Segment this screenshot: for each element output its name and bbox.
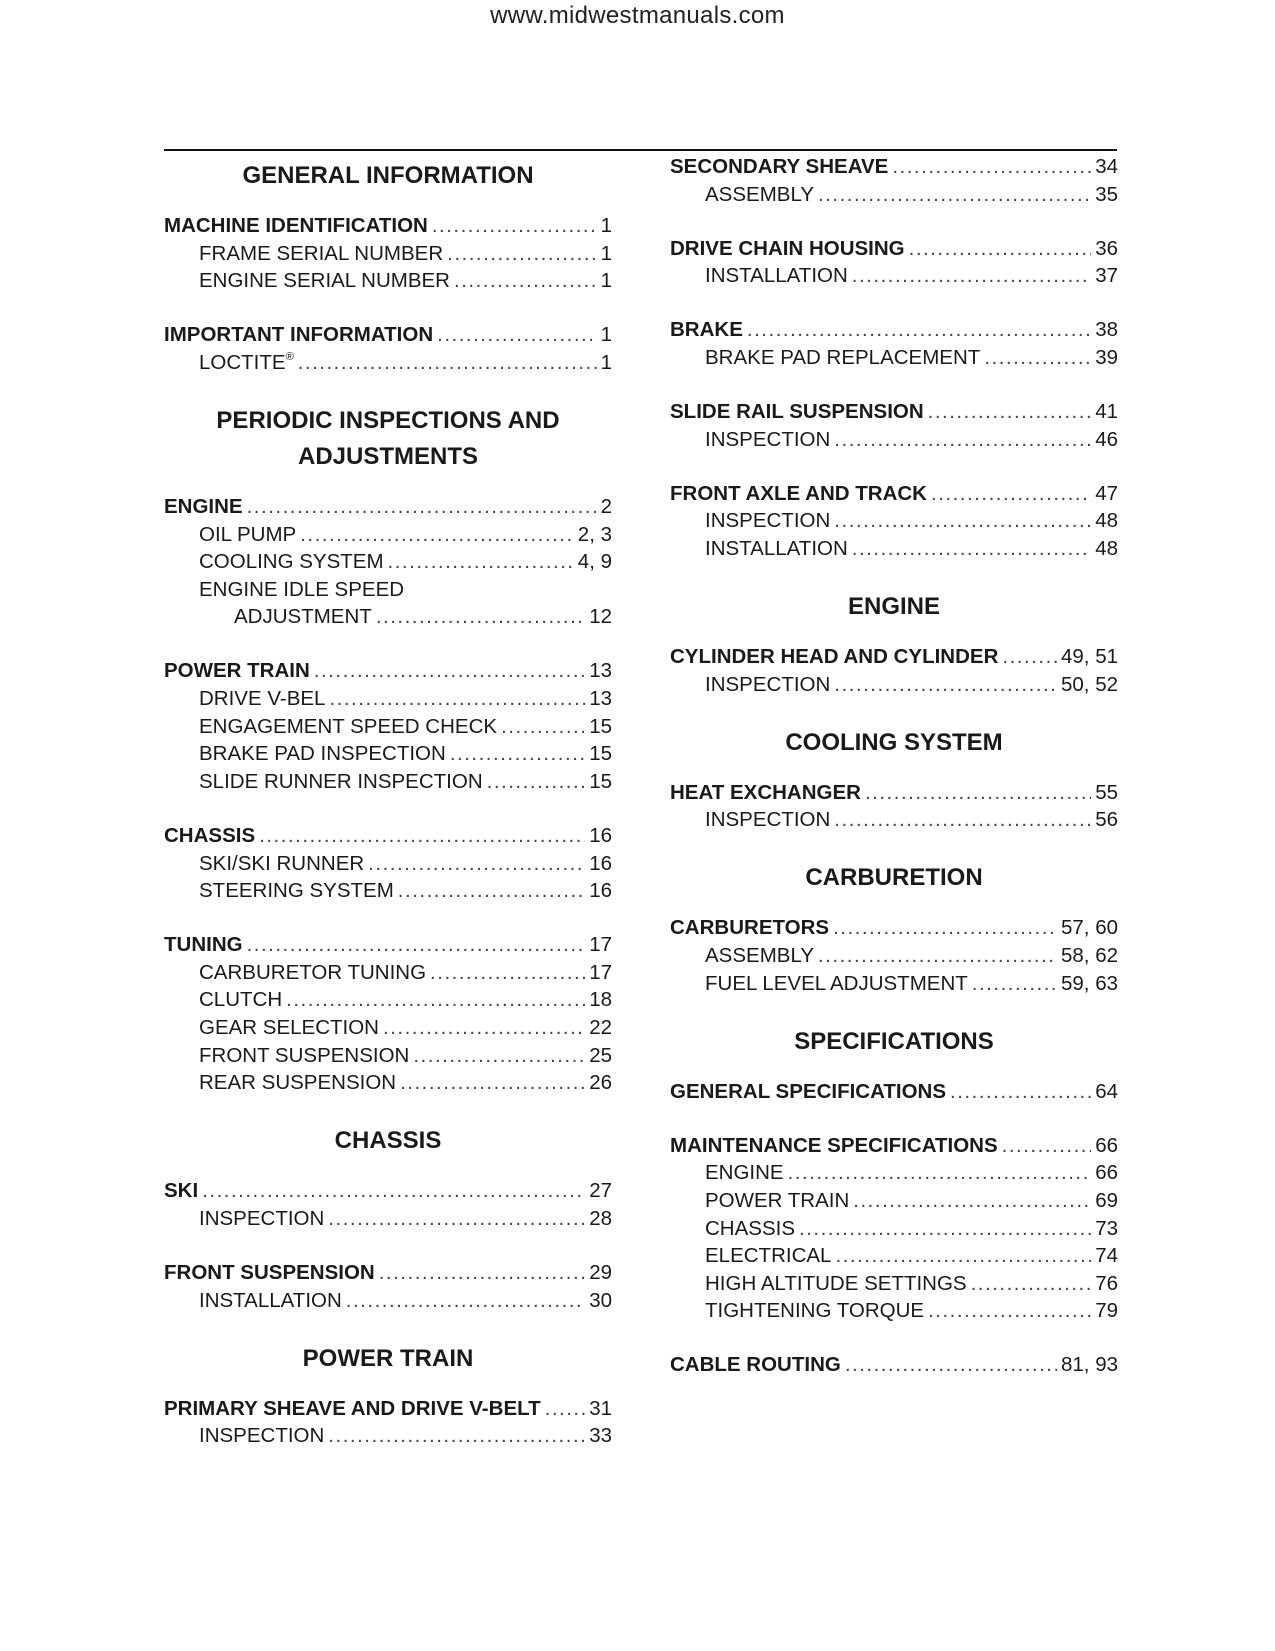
toc-entry[interactable] [670, 1159, 1118, 1187]
section-heading [164, 1123, 612, 1159]
toc-entry-page: 66 [1095, 1161, 1118, 1185]
toc-entry-page: 41 [1095, 400, 1118, 424]
section-heading-line: POWER TRAIN [302, 1344, 474, 1372]
section-heading-line: ENGINE [847, 593, 940, 621]
toc-entry-page: 26 [589, 1071, 612, 1095]
toc-entry-page: 31 [589, 1396, 612, 1420]
dot-leader [383, 1014, 585, 1042]
dot-leader [298, 349, 597, 377]
toc-entry-page: 76 [1095, 1271, 1118, 1295]
dot-leader [833, 914, 1057, 942]
toc-entry-label: INSTALLATION [705, 536, 848, 560]
dot-leader [818, 181, 1091, 209]
dot-leader [747, 316, 1091, 344]
toc-entry-page: 33 [589, 1424, 612, 1448]
toc-entry[interactable] [670, 1297, 1118, 1325]
section-heading [164, 403, 612, 475]
dot-leader [247, 493, 597, 521]
section-heading-line: CARBURETION [805, 864, 983, 892]
dot-leader [818, 942, 1057, 970]
toc-entry-page: 2 [600, 494, 612, 518]
toc-entry-label: FRONT SUSPENSION [164, 1260, 375, 1284]
toc-entry-label: LOCTITE® [199, 350, 294, 374]
dot-leader [450, 740, 585, 768]
toc-entry-label: TIGHTENING TORQUE [705, 1299, 925, 1323]
dot-leader [950, 1078, 1091, 1106]
toc-entry-label: ASSEMBLY [705, 182, 814, 206]
toc-entry-page: 30 [589, 1288, 612, 1312]
dot-leader [892, 153, 1091, 181]
toc-entry[interactable] [164, 349, 612, 377]
toc-entry[interactable] [164, 603, 612, 631]
dot-leader [328, 1422, 585, 1450]
toc-entry-page: 36 [1095, 236, 1118, 260]
toc-entry-label: DRIVE V-BEL [199, 687, 326, 711]
toc-entry[interactable] [164, 1069, 612, 1097]
toc-entry[interactable] [164, 1205, 612, 1233]
toc-entry-page: 16 [589, 879, 612, 903]
toc-entry-label: BRAKE PAD REPLACEMENT [705, 345, 981, 369]
toc-entry[interactable] [670, 181, 1118, 209]
toc-entry-page: 12 [589, 605, 612, 629]
dot-leader [300, 521, 574, 549]
dot-leader [865, 779, 1091, 807]
toc-entry[interactable] [164, 1422, 612, 1450]
dot-leader [834, 671, 1057, 699]
toc-entry-label: ENGINE [164, 494, 243, 518]
toc-entry-label: POWER TRAIN [705, 1188, 850, 1212]
dot-leader [388, 548, 574, 576]
toc-entry[interactable] [670, 426, 1118, 454]
toc-entry-page: 58, 62 [1061, 944, 1118, 967]
dot-leader [454, 267, 597, 295]
toc-entry[interactable] [670, 1078, 1118, 1106]
toc-entry[interactable] [164, 576, 612, 604]
toc-entry-page: 2, 3 [577, 522, 612, 546]
toc-entry-label: TUNING [164, 933, 243, 957]
toc-entry-label: ENGINE SERIAL NUMBER [199, 269, 450, 293]
toc-group [164, 931, 612, 1097]
dot-leader [852, 535, 1091, 563]
toc-group [164, 657, 612, 795]
toc-entry-label: SLIDE RAIL SUSPENSION [670, 400, 924, 424]
dot-leader [259, 822, 585, 850]
toc-entry-label: CARBURETOR TUNING [199, 960, 427, 984]
toc-entry-label: CARBURETORS [670, 916, 830, 940]
toc-entry-page: 37 [1095, 264, 1118, 288]
toc-entry-page: 48 [1095, 509, 1118, 533]
toc-group [164, 212, 612, 295]
section-heading [164, 158, 612, 194]
toc-entry-page: 81, 93 [1061, 1353, 1118, 1377]
toc-entry[interactable] [164, 959, 612, 987]
toc-entry-page: 4, 9 [577, 550, 612, 574]
registered-mark: ® [285, 350, 294, 363]
toc-entry-label: GEAR SELECTION [199, 1015, 379, 1039]
dot-leader [835, 1242, 1091, 1270]
toc-entry-label: INSPECTION [705, 427, 831, 451]
toc-entry[interactable] [164, 267, 612, 295]
toc-entry[interactable] [164, 768, 612, 796]
toc-entry-label: REAR SUSPENSION [199, 1071, 397, 1095]
dot-leader [432, 212, 597, 240]
toc-entry[interactable] [164, 986, 612, 1014]
toc-entry-label: CHASSIS [705, 1216, 795, 1240]
toc-entry-page: 15 [589, 714, 612, 738]
section-heading-line: SPECIFICATIONS [794, 1027, 994, 1055]
toc-entry[interactable] [164, 822, 612, 850]
toc-group [670, 779, 1118, 834]
toc-entry-page: 29 [589, 1260, 612, 1284]
toc-entry-label: MAINTENANCE SPECIFICATIONS [670, 1133, 998, 1157]
toc-entry[interactable] [670, 779, 1118, 807]
toc-entry[interactable] [164, 1042, 612, 1070]
toc-entry-label: CLUTCH [199, 988, 283, 1012]
dot-leader [447, 240, 596, 268]
toc-entry-page: 13 [589, 659, 612, 683]
toc-group [670, 316, 1118, 371]
toc-entry-label: ELECTRICAL [705, 1244, 832, 1268]
toc-entry-label: FRONT SUSPENSION [199, 1043, 410, 1067]
toc-entry-label: OIL PUMP [199, 522, 297, 546]
toc-group [670, 643, 1118, 698]
toc-entry-page: 16 [589, 851, 612, 875]
toc-entry-page: 1 [600, 241, 612, 265]
dot-leader [928, 398, 1092, 426]
toc-entry-page: 1 [600, 214, 612, 237]
dot-leader [834, 806, 1091, 834]
toc-group [164, 493, 612, 631]
toc-group [164, 321, 612, 376]
toc-entry-page: 1 [600, 323, 612, 347]
toc-entry-label: SECONDARY SHEAVE [670, 155, 889, 178]
toc-group [670, 1351, 1118, 1379]
toc-group [670, 398, 1118, 453]
dot-leader [247, 931, 586, 959]
toc-entry[interactable] [670, 942, 1118, 970]
toc-entry-page: 16 [589, 823, 612, 847]
toc-right-column [670, 153, 1118, 1406]
section-heading-line: GENERAL INFORMATION [242, 162, 534, 189]
toc-entry-page: 48 [1095, 536, 1118, 560]
dot-leader [788, 1159, 1092, 1187]
dot-leader [379, 1259, 585, 1287]
toc-group [164, 1395, 612, 1450]
toc-entry-label: BRAKE [670, 318, 743, 342]
toc-entry[interactable] [670, 914, 1118, 942]
toc-entry-label: INSPECTION [705, 808, 831, 832]
toc-group [670, 914, 1118, 997]
toc-entry-page: 27 [589, 1179, 612, 1203]
section-heading [670, 725, 1118, 761]
toc-entry[interactable] [164, 931, 612, 959]
dot-leader [286, 986, 585, 1014]
section-heading-line: PERIODIC INSPECTIONS AND [216, 406, 560, 434]
toc-entry-page: 25 [589, 1043, 612, 1067]
toc-entry-page: 35 [1095, 182, 1118, 206]
section-heading-line: ADJUSTMENTS [297, 442, 478, 470]
dot-leader [501, 713, 585, 741]
dot-leader [430, 959, 585, 987]
toc-entry[interactable] [164, 713, 612, 741]
toc-entry-page: 47 [1095, 481, 1118, 505]
toc-entry[interactable] [670, 1270, 1118, 1298]
dot-leader [984, 344, 1091, 372]
dot-leader [400, 1069, 585, 1097]
toc-entry[interactable] [670, 970, 1118, 998]
dot-leader [834, 426, 1091, 454]
dot-leader [928, 1297, 1091, 1325]
toc-entry-label: INSTALLATION [199, 1288, 342, 1312]
toc-group [164, 822, 612, 905]
toc-entry-label: DRIVE CHAIN HOUSING [670, 236, 905, 260]
toc-entry-page: 34 [1095, 155, 1118, 178]
toc-entry-label: PRIMARY SHEAVE AND DRIVE V-BELT [164, 1396, 541, 1420]
toc-entry-page: 74 [1095, 1244, 1118, 1268]
toc-entry-label: ADJUSTMENT [234, 605, 372, 629]
toc-entry[interactable] [164, 548, 612, 576]
toc-entry-page: 69 [1095, 1188, 1118, 1212]
toc-entry[interactable] [670, 235, 1118, 263]
toc-entry[interactable] [670, 344, 1118, 372]
toc-entry-page: 15 [589, 769, 612, 793]
toc-entry-page: 1 [600, 269, 612, 293]
toc-entry-label: CYLINDER HEAD AND CYLINDER [670, 645, 999, 669]
dot-leader [398, 877, 585, 905]
toc-entry-label: MACHINE IDENTIFICATION [164, 214, 428, 237]
dot-leader [972, 970, 1057, 998]
toc-entry-label: INSPECTION [705, 672, 831, 696]
toc-entry-page: 56 [1095, 808, 1118, 832]
section-heading-line: CHASSIS [334, 1127, 442, 1155]
toc-entry-page: 17 [589, 960, 612, 984]
dot-leader [545, 1395, 586, 1423]
dot-leader [376, 603, 585, 631]
toc-entry-page: 57, 60 [1061, 916, 1118, 940]
toc-entry-label: FUEL LEVEL ADJUSTMENT [705, 971, 968, 995]
toc-entry-label: POWER TRAIN [164, 659, 310, 683]
dot-leader [487, 768, 586, 796]
dot-leader [845, 1351, 1057, 1379]
toc-entry[interactable] [670, 643, 1118, 671]
toc-entry-label: GENERAL SPECIFICATIONS [670, 1079, 947, 1103]
toc-entry[interactable] [164, 1177, 612, 1205]
toc-entry-label: BRAKE PAD INSPECTION [199, 742, 446, 766]
dot-leader [931, 480, 1091, 508]
toc-entry[interactable] [670, 316, 1118, 344]
toc-entry-page: 79 [1095, 1299, 1118, 1323]
toc-group [670, 480, 1118, 563]
toc-entry-label: ENGAGEMENT SPEED CHECK [199, 714, 498, 738]
toc-entry-label: SKI [164, 1179, 199, 1203]
dot-leader [346, 1287, 585, 1315]
section-heading [670, 589, 1118, 625]
toc-entry-page: 50, 52 [1061, 672, 1118, 696]
toc-entry-label: HEAT EXCHANGER [670, 780, 861, 804]
dot-leader [368, 850, 585, 878]
toc-left-column [164, 158, 612, 1476]
dot-leader [1002, 643, 1057, 671]
toc-entry-page: 46 [1095, 427, 1118, 451]
toc-entry[interactable] [670, 398, 1118, 426]
toc-entry[interactable] [670, 535, 1118, 563]
toc-entry-page: 64 [1095, 1079, 1118, 1103]
toc-entry[interactable] [670, 507, 1118, 535]
toc-entry-page: 55 [1095, 780, 1118, 804]
toc-group [670, 1132, 1118, 1325]
section-heading-line: COOLING SYSTEM [785, 728, 1003, 756]
toc-entry-label: FRONT AXLE AND TRACK [670, 481, 927, 505]
dot-leader [328, 1205, 585, 1233]
toc-entry[interactable] [670, 1242, 1118, 1270]
dot-leader [853, 1187, 1091, 1215]
toc-group [164, 1259, 612, 1314]
toc-entry[interactable] [670, 1132, 1118, 1160]
toc-entry-page: 73 [1095, 1216, 1118, 1240]
dot-leader [799, 1215, 1091, 1243]
dot-leader [437, 321, 596, 349]
dot-leader [852, 262, 1091, 290]
toc-entry-label: FRAME SERIAL NUMBER [199, 241, 444, 265]
toc-entry-label: ASSEMBLY [705, 944, 814, 967]
toc-entry-label: CABLE ROUTING [670, 1353, 841, 1377]
toc-group [670, 153, 1118, 208]
toc-entry-label: IMPORTANT INFORMATION [164, 323, 434, 347]
dot-leader [202, 1177, 585, 1205]
toc-entry[interactable] [164, 493, 612, 521]
header-url: www.midwestmanuals.com [490, 2, 785, 29]
toc-entry[interactable] [164, 521, 612, 549]
dot-leader [1002, 1132, 1092, 1160]
toc-entry-label: CHASSIS [164, 823, 256, 847]
toc-entry[interactable] [164, 240, 612, 268]
toc-entry-page: 59, 63 [1061, 971, 1118, 995]
toc-entry[interactable] [164, 1014, 612, 1042]
dot-leader [413, 1042, 585, 1070]
toc-entry[interactable] [164, 1259, 612, 1287]
toc-entry[interactable] [670, 262, 1118, 290]
toc-entry[interactable] [164, 685, 612, 713]
toc-entry[interactable] [670, 480, 1118, 508]
dot-leader [909, 235, 1092, 263]
toc-group [670, 1078, 1118, 1106]
toc-entry-page: 22 [589, 1015, 612, 1039]
toc-entry[interactable] [164, 1287, 612, 1315]
toc-entry-page: 38 [1095, 318, 1118, 342]
toc-entry[interactable] [164, 850, 612, 878]
dot-leader [971, 1270, 1092, 1298]
toc-entry[interactable] [670, 153, 1118, 181]
toc-entry-page: 39 [1095, 345, 1118, 369]
toc-entry-page: 13 [589, 687, 612, 711]
toc-entry-page: 66 [1095, 1133, 1118, 1157]
toc-entry-label: INSPECTION [705, 509, 831, 533]
section-heading [670, 860, 1118, 896]
toc-entry-label: SLIDE RUNNER INSPECTION [199, 769, 483, 793]
toc-entry[interactable] [164, 212, 612, 240]
toc-entry[interactable] [164, 1395, 612, 1423]
toc-entry-label: ENGINE [705, 1161, 784, 1185]
toc-entry-page: 28 [589, 1206, 612, 1230]
toc-entry[interactable] [164, 321, 612, 349]
toc-entry[interactable] [670, 1351, 1118, 1379]
toc-entry-label: ENGINE IDLE SPEED [199, 577, 405, 601]
toc-entry-label: HIGH ALTITUDE SETTINGS [705, 1271, 967, 1295]
dot-leader [314, 657, 585, 685]
toc-entry[interactable] [164, 657, 612, 685]
toc-entry-page: 18 [589, 988, 612, 1012]
toc-entry-label: COOLING SYSTEM [199, 550, 384, 574]
section-heading [670, 1024, 1118, 1060]
toc-entry[interactable] [670, 806, 1118, 834]
toc-entry-label: INSTALLATION [705, 264, 848, 288]
toc-entry-label: STEERING SYSTEM [199, 879, 394, 903]
toc-entry-page: 49, 51 [1061, 645, 1118, 669]
toc-entry[interactable] [670, 1215, 1118, 1243]
toc-entry[interactable] [164, 740, 612, 768]
toc-entry-label: SKI/SKI RUNNER [199, 851, 365, 875]
dot-leader [834, 507, 1091, 535]
toc-entry[interactable] [670, 1187, 1118, 1215]
toc-group [164, 1177, 612, 1232]
toc-group [670, 235, 1118, 290]
toc-entry-page: 17 [589, 933, 612, 957]
toc-entry-label: INSPECTION [199, 1206, 325, 1230]
toc-entry-page: 15 [589, 742, 612, 766]
dot-leader [329, 685, 585, 713]
top-rule [164, 149, 1117, 151]
toc-entry[interactable] [164, 877, 612, 905]
toc-entry-label: INSPECTION [199, 1424, 325, 1448]
section-heading [164, 1341, 612, 1377]
toc-entry[interactable] [670, 671, 1118, 699]
toc-entry-page: 1 [600, 350, 612, 374]
